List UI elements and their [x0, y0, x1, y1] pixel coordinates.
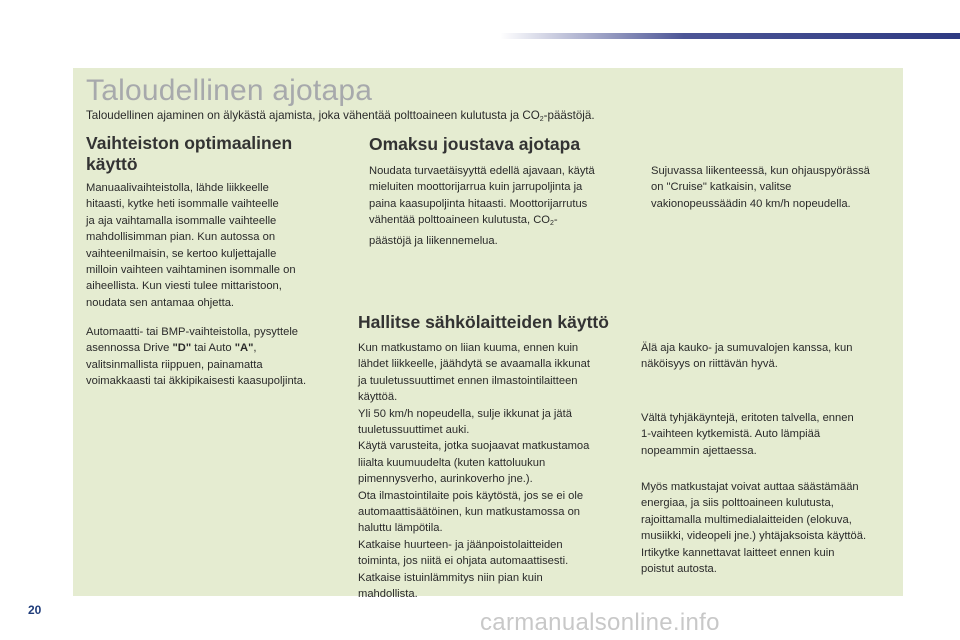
passengers-paragraph: Myös matkustajat voivat auttaa säästämään energiaa, ja siis polttoaineen kulutusta, rajoittamalla multimedialaitteiden (elokuva, musiikki, videopeli jne.) yhtäjaksoista käyttöä. Irtikytke kannettavat laitteet ennen kuin poistut autosta. [641, 481, 867, 576]
header-accent-bar [500, 33, 960, 39]
idling-paragraph: Vältä tyhjäkäyntejä, eritoten talvella, ennen 1-vaihteen kytkemistä. Auto lämpiää nopeammin ajettaessa. [641, 412, 854, 457]
page-number: 20 [28, 603, 42, 617]
flexible-driving-heading: Omaksu joustava ajotapa [369, 134, 581, 154]
cruise-control-paragraph: Sujuvassa liikenteessä, kun ohjauspyörässä on "Cruise" katkaisin, valitse vakionopeussäädin 40 km/h nopeudella. [651, 165, 870, 210]
lights-paragraph: Älä aja kauko- ja sumuvalojen kanssa, kun näköisyys on riittävän hyvä. [641, 342, 853, 371]
page-intro: Taloudellinen ajaminen on älykästä ajamista, joka vähentää polttoaineen kulutusta ja $CO_2$-päästöjä. [86, 109, 595, 123]
gearbox-heading: Vaihteiston optimaalinen käyttö [86, 133, 293, 174]
gearbox-automatic-paragraph: Automaatti- tai BMP-vaihteistolla, pysyttele asennossa Drive "D" tai Auto "A", valitsinmallista riippuen, painamatta voimakkaasti tai äkkipikaisesti kaasupoljinta. [86, 326, 307, 388]
electric-devices-heading: Hallitse sähkölaitteiden käyttö [358, 312, 609, 332]
flexible-driving-paragraph: Noudata turvaetäisyyttä edellä ajavaan, käytä mieluiten moottorijarrua kuin jarrupoljinta ja paina kaasupoljinta hitaasti. Moottorijarrutus vähentää polttoaineen kulutusta, $CO_2-$ päästöjä ja liikennemelua. [369, 165, 595, 247]
electric-devices-paragraph: Kun matkustamo on liian kuuma, ennen kuin lähdet liikkeelle, jäähdytä se avaamalla ikkunat ja tuuletussuuttimet ennen ilmastointilaitteen käyttöä. Yli 50 km/h nopeudella, sulje ikkunat ja jätä tuuletussuuttimet auki. Käytä varusteita, jotka suojaavat matkustamoa liialta kuumuudelta (kuten kattoluukun pimennysverho, aurinkoverho jne.). Ota ilmastointilaite pois käytöstä, jos se ei ole automaattisäätöinen, kun matkustamossa on haluttu lämpötila. Katkaise huurteen- ja jäänpoistolaitteiden toiminta, jos niitä ei ohjata automaattisesti. Katkaise istuinlämmitys niin pian kuin mahdollista. [358, 342, 590, 601]
gearbox-manual-paragraph: Manuaalivaihteistolla, lähde liikkeelle hitaasti, kytke heti isommalle vaihteelle ja aja vaihtamalla isommalle vaihteelle mahdollisimman pian. Kun autossa on vaihteenilmaisin, se kertoo kuljettajalle milloin vaihteen vaihtaminen isommalle on aiheellista. Kun viesti tulee mittaristoon, noudata sen antamaa ohjetta. [86, 182, 296, 309]
watermark: carmanualsonline.info [480, 609, 720, 636]
page-title: Taloudellinen ajotapa [86, 74, 373, 107]
